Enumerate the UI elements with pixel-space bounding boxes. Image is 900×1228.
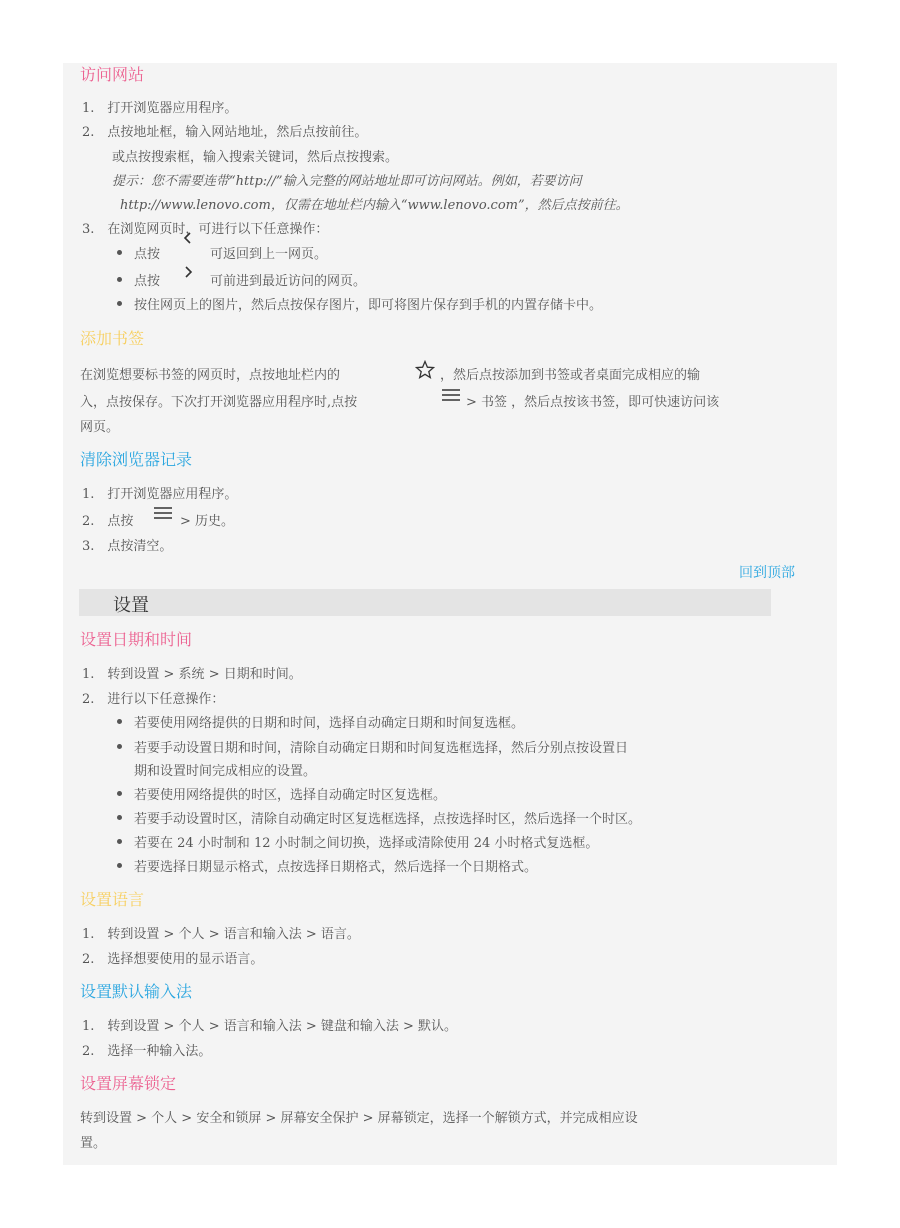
bullet-dot bbox=[117, 719, 122, 724]
clear-step-3: 3. 点按清空。 bbox=[82, 539, 173, 554]
forward-suffix: 可前进到最近访问的网页。 bbox=[210, 274, 367, 289]
heading-visit-sites: 访问网站 bbox=[80, 65, 145, 84]
forward-prefix: 点按 bbox=[134, 274, 161, 289]
bullet-dot bbox=[117, 815, 122, 820]
visit-step-2: 2. 点按地址框，输入网站地址，然后点按前往。 bbox=[82, 125, 368, 140]
bookmark-line-1-suffix: ，然后点按添加到书签或者桌面完成相应的输 bbox=[440, 368, 701, 383]
heading-language: 设置语言 bbox=[80, 890, 145, 909]
language-step-2: 2. 选择想要使用的显示语言。 bbox=[82, 952, 264, 967]
screen-lock-line-2: 置。 bbox=[80, 1136, 107, 1151]
bookmark-line-3: 网页。 bbox=[80, 420, 120, 435]
clear-step-2-suffix: > 历史。 bbox=[180, 514, 235, 529]
bullet-dot bbox=[117, 791, 122, 796]
menu-icon bbox=[153, 506, 173, 520]
bullet-dot bbox=[117, 250, 122, 255]
visit-step-3: 3. 在浏览网页时，可进行以下任意操作： bbox=[82, 222, 329, 237]
bullet-dot bbox=[117, 839, 122, 844]
date-bullet-2-cont: 期和设置时间完成相应的设置。 bbox=[134, 764, 317, 779]
input-step-1: 1. 转到设置 > 个人 > 语言和输入法 > 键盘和输入法 > 默认。 bbox=[82, 1019, 458, 1034]
bullet-dot bbox=[117, 744, 122, 749]
bullet-dot bbox=[117, 277, 122, 282]
heading-bookmarks: 添加书签 bbox=[80, 329, 145, 348]
bookmark-line-2-prefix: 入，点按保存。下次打开浏览器应用程序时,点按 bbox=[80, 395, 358, 410]
date-bullet-1: 若要使用网络提供的日期和时间，选择自动确定日期和时间复选框。 bbox=[134, 716, 525, 731]
date-bullet-3: 若要使用网络提供的时区，选择自动确定时区复选框。 bbox=[134, 788, 447, 803]
chevron-left-icon bbox=[182, 231, 194, 245]
date-bullet-6: 若要选择日期显示格式，点按选择日期格式，然后选择一个日期格式。 bbox=[134, 860, 538, 875]
save-image-text: 按住网页上的图片，然后点按保存图片，即可将图片保存到手机的内置存储卡中。 bbox=[134, 298, 603, 313]
back-to-top-link[interactable]: 回到顶部 bbox=[739, 565, 795, 581]
heading-screen-lock: 设置屏幕锁定 bbox=[80, 1074, 177, 1093]
date-bullet-5: 若要在 24 小时制和 12 小时制之间切换，选择或清除使用 24 小时格式复选框。 bbox=[134, 836, 599, 851]
menu-icon bbox=[441, 388, 461, 402]
date-step-1: 1. 转到设置 > 系统 > 日期和时间。 bbox=[82, 667, 302, 682]
back-suffix: 可返回到上一网页。 bbox=[210, 247, 328, 262]
star-icon bbox=[415, 360, 435, 380]
date-step-2: 2. 进行以下任意操作： bbox=[82, 692, 225, 707]
visit-step-1: 1. 打开浏览器应用程序。 bbox=[82, 101, 238, 116]
bullet-dot bbox=[117, 863, 122, 868]
language-step-1: 1. 转到设置 > 个人 > 语言和输入法 > 语言。 bbox=[82, 927, 360, 942]
date-bullet-4: 若要手动设置时区，清除自动确定时区复选框选择，点按选择时区，然后选择一个时区。 bbox=[134, 812, 642, 827]
bookmark-line-1-prefix: 在浏览想要标书签的网页时，点按地址栏内的 bbox=[80, 368, 341, 383]
clear-step-1: 1. 打开浏览器应用程序。 bbox=[82, 487, 238, 502]
date-bullet-2: 若要手动设置日期和时间，清除自动确定日期和时间复选框选择，然后分别点按设置日 bbox=[134, 741, 629, 756]
settings-band-title: 设置 bbox=[113, 595, 149, 616]
input-step-2: 2. 选择一种输入法。 bbox=[82, 1044, 212, 1059]
back-prefix: 点按 bbox=[134, 247, 161, 262]
visit-step-2-alt: 或点按搜索框，输入搜索关键词，然后点按搜索。 bbox=[112, 150, 399, 165]
visit-tip-line-2: http://www.lenovo.com，仅需在地址栏内输入“www.lenovo.com”，然后点按前往。 bbox=[120, 198, 629, 213]
bullet-dot bbox=[117, 301, 122, 306]
section-band bbox=[79, 589, 771, 616]
bookmark-line-2-suffix: > 书签 ，然后点按该书签，即可快速访问该 bbox=[466, 395, 720, 410]
chevron-right-icon bbox=[182, 265, 194, 279]
screen-lock-line-1: 转到设置 > 个人 > 安全和锁屏 > 屏幕安全保护 > 屏幕锁定，选择一个解锁方式，并完成相应设 bbox=[80, 1111, 638, 1126]
heading-input-method: 设置默认输入法 bbox=[80, 982, 193, 1001]
clear-step-2-prefix: 2. 点按 bbox=[82, 514, 134, 529]
heading-date-time: 设置日期和时间 bbox=[80, 630, 193, 649]
visit-tip-line-1: 提示：您不需要连带“http://”输入完整的网站地址即可访问网站。例如，若要访问 bbox=[112, 174, 582, 189]
heading-clear-history: 清除浏览器记录 bbox=[80, 450, 193, 469]
